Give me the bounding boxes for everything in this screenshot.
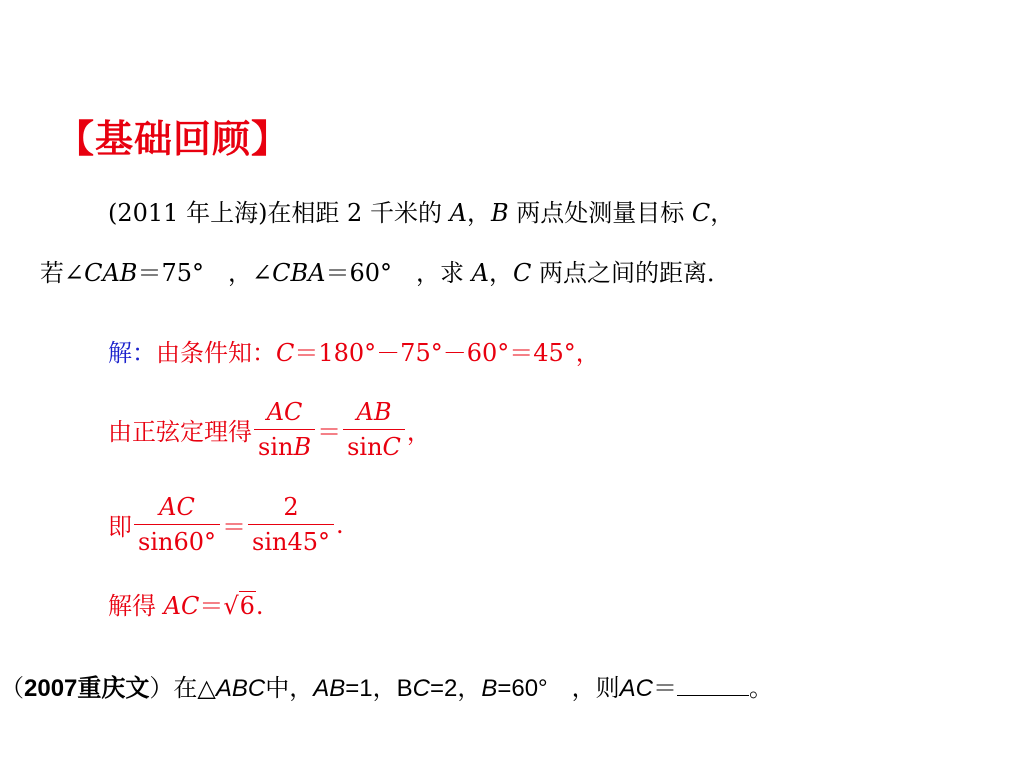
punctuation: . — [336, 510, 344, 539]
radicand: 6 — [239, 592, 255, 620]
problem-text: 若∠ — [40, 259, 85, 287]
separator: ， — [466, 199, 491, 227]
fraction-ab-sinc — [343, 395, 405, 464]
separator: ， — [488, 259, 513, 287]
point-c: C — [512, 259, 532, 287]
denominator: sin60° — [138, 528, 216, 556]
problem-text: ＝75° ，∠ — [137, 259, 273, 287]
exercise-line — [0, 668, 773, 703]
equals-sign: ＝ — [653, 675, 677, 702]
fraction-ac-sin60 — [134, 490, 220, 559]
problem-text: ＝60° ，求 — [325, 259, 472, 287]
exercise-text: 中， — [265, 675, 314, 702]
angle-cab: CAB — [84, 259, 138, 287]
point-b: B — [490, 199, 509, 227]
punctuation: ， — [406, 418, 431, 446]
exercise-text: （ — [0, 675, 24, 702]
equals-sign: ＝ — [199, 592, 224, 620]
solution-step-1 — [108, 333, 600, 368]
denominator — [343, 430, 405, 464]
problem-line-2 — [40, 253, 731, 288]
punctuation: . — [255, 592, 264, 620]
numerator: 2 — [248, 490, 334, 525]
exercise-text: ）在△ — [149, 675, 216, 702]
angle-c: C — [276, 339, 295, 367]
problem-line-1 — [108, 193, 734, 228]
angle-cba: CBA — [272, 259, 326, 287]
numerator: AC — [254, 395, 315, 430]
sin-text: sin — [347, 433, 383, 461]
angle-c: C — [382, 433, 401, 461]
angle-b: B — [481, 675, 498, 702]
point-a: A — [449, 199, 467, 227]
numerator: AB — [343, 395, 405, 430]
point-c: C — [691, 199, 711, 227]
problem-text: 两点处测量目标 — [508, 199, 692, 227]
problem-text: (2011 年上海)在相距 2 千米的 — [108, 199, 450, 227]
solution-label: 解： — [108, 339, 156, 367]
section-heading: 【基础回顾】 — [56, 117, 291, 161]
square-root — [223, 592, 256, 620]
exercise-source: 2007重庆文 — [24, 675, 150, 702]
angle-b: B — [293, 433, 312, 461]
side-ac: AC — [619, 675, 653, 702]
step-text: 解得 — [108, 592, 164, 620]
step-text: 即 — [108, 513, 132, 541]
numerator: AC — [134, 490, 220, 525]
triangle-abc: ABC — [215, 675, 266, 702]
fraction-ac-sinb — [254, 395, 315, 464]
solution-step-2 — [108, 395, 431, 464]
step-text: 由正弦定理得 — [108, 418, 252, 446]
sin-text: sin — [258, 433, 294, 461]
step-text: ＝180°－75°－60°＝45°， — [294, 339, 600, 367]
exercise-text: =1，B — [345, 675, 413, 702]
equals-sign: ＝ — [222, 513, 246, 541]
fraction-2-sin45 — [248, 490, 334, 559]
solution-step-4 — [108, 586, 264, 621]
problem-text: 两点之间的距离． — [531, 259, 731, 287]
exercise-text: =2， — [429, 675, 482, 702]
side-ab: AB — [313, 675, 346, 702]
exercise-text: =60° ，则 — [497, 675, 620, 702]
denominator — [254, 430, 315, 464]
denominator: sin45° — [252, 528, 330, 556]
point-a: A — [471, 259, 489, 287]
punctuation: ， — [710, 199, 735, 227]
equals-sign: ＝ — [317, 418, 342, 446]
solution-step-3 — [108, 490, 344, 559]
side-bc-c: C — [412, 675, 430, 702]
side-ac: AC — [163, 592, 200, 620]
step-text: 由条件知： — [156, 339, 276, 367]
radical-sign-icon: √ — [223, 592, 239, 620]
answer-blank — [677, 695, 749, 696]
punctuation: 。 — [749, 675, 773, 702]
